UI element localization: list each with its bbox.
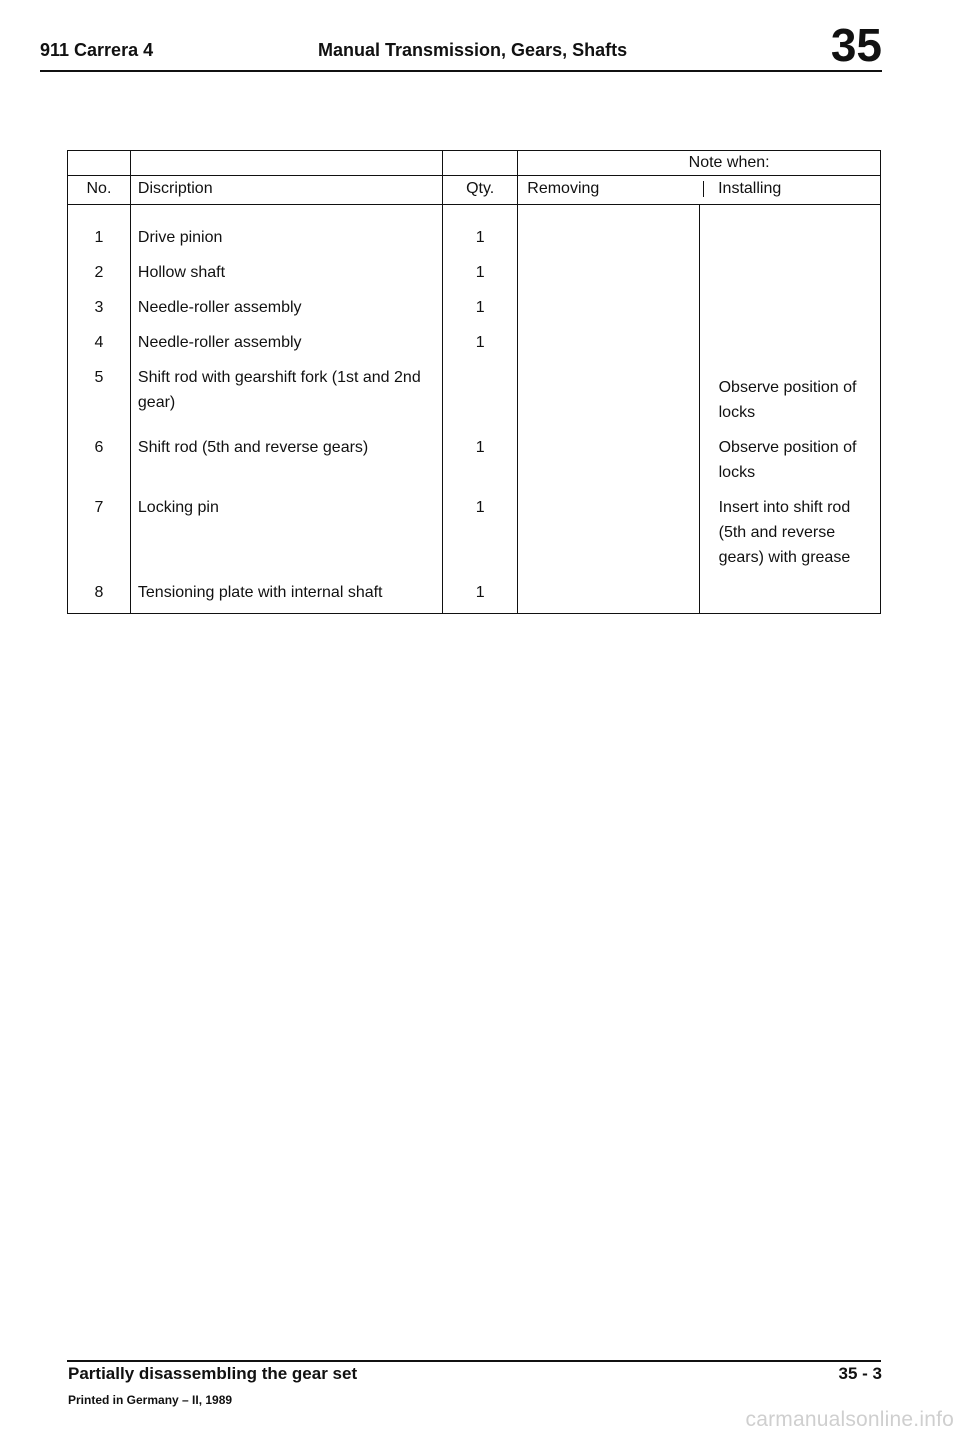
section-number: 35	[830, 19, 882, 71]
row-removing	[518, 325, 699, 360]
col-header-description: Discription	[130, 176, 442, 205]
row-removing	[518, 490, 699, 575]
parts-table	[67, 150, 881, 614]
col-header-installing: Installing	[718, 180, 782, 197]
row-qty: 1	[443, 325, 518, 360]
row-installing: Observe position of locks	[699, 430, 880, 490]
page-number: 35 - 3	[838, 1364, 882, 1383]
header-blank-qty	[443, 151, 518, 176]
row-removing	[518, 575, 699, 614]
row-description: Needle-roller assembly	[130, 325, 442, 360]
row-qty: 1	[443, 575, 518, 614]
row-no: 2	[68, 255, 131, 290]
table-row	[68, 255, 881, 290]
row-installing	[699, 325, 880, 360]
row-installing	[699, 290, 880, 325]
row-no: 7	[68, 490, 131, 575]
table-row	[68, 575, 881, 614]
table-row	[68, 430, 881, 490]
row-description: Needle-roller assembly	[130, 290, 442, 325]
header-model: 911 Carrera 4	[40, 40, 154, 60]
row-removing	[518, 255, 699, 290]
row-no: 1	[68, 205, 131, 256]
table-row	[68, 290, 881, 325]
row-description: Locking pin	[130, 490, 442, 575]
row-description: Shift rod (5th and reverse gears)	[130, 430, 442, 490]
col-header-no: No.	[68, 176, 131, 205]
row-removing	[518, 205, 699, 256]
row-description: Tensioning plate with internal shaft	[130, 575, 442, 614]
footer-section-title: Partially disassembling the gear set	[68, 1364, 358, 1383]
row-removing	[518, 290, 699, 325]
print-info: Printed in Germany – II, 1989	[68, 1393, 233, 1407]
row-qty	[443, 360, 518, 430]
row-qty: 1	[443, 290, 518, 325]
col-header-installing-cell	[699, 176, 880, 205]
row-no: 5	[68, 360, 131, 430]
col-header-qty: Qty.	[443, 176, 518, 205]
row-description: Shift rod with gearshift fork (1st and 2nd gear)	[130, 360, 442, 430]
row-qty: 1	[443, 205, 518, 256]
footer-rule	[67, 1360, 881, 1362]
row-removing	[518, 360, 699, 430]
row-removing	[518, 430, 699, 490]
table-row	[68, 205, 881, 256]
col-header-removing: Removing	[518, 176, 699, 205]
header-blank-no	[68, 151, 131, 176]
row-installing: Insert into shift rod (5th and reverse gears) with grease	[699, 490, 880, 575]
header-blank-desc	[130, 151, 442, 176]
row-no: 6	[68, 430, 131, 490]
table-row	[68, 325, 881, 360]
row-description: Hollow shaft	[130, 255, 442, 290]
header-rule	[40, 70, 882, 72]
row-qty: 1	[443, 430, 518, 490]
header-divider-tick	[703, 181, 704, 197]
row-no: 4	[68, 325, 131, 360]
row-description: Drive pinion	[130, 205, 442, 256]
row-installing	[699, 575, 880, 614]
row-installing	[699, 205, 880, 256]
watermark: carmanualsonline.info	[745, 1408, 954, 1431]
header-title: Manual Transmission, Gears, Shafts	[318, 40, 628, 60]
row-installing: Observe position of locks	[699, 360, 880, 430]
row-qty: 1	[443, 255, 518, 290]
row-no: 3	[68, 290, 131, 325]
table-row	[68, 490, 881, 575]
table-row	[68, 360, 881, 430]
row-installing	[699, 255, 880, 290]
row-no: 8	[68, 575, 131, 614]
row-qty: 1	[443, 490, 518, 575]
note-when-header: Note when:	[518, 151, 881, 176]
